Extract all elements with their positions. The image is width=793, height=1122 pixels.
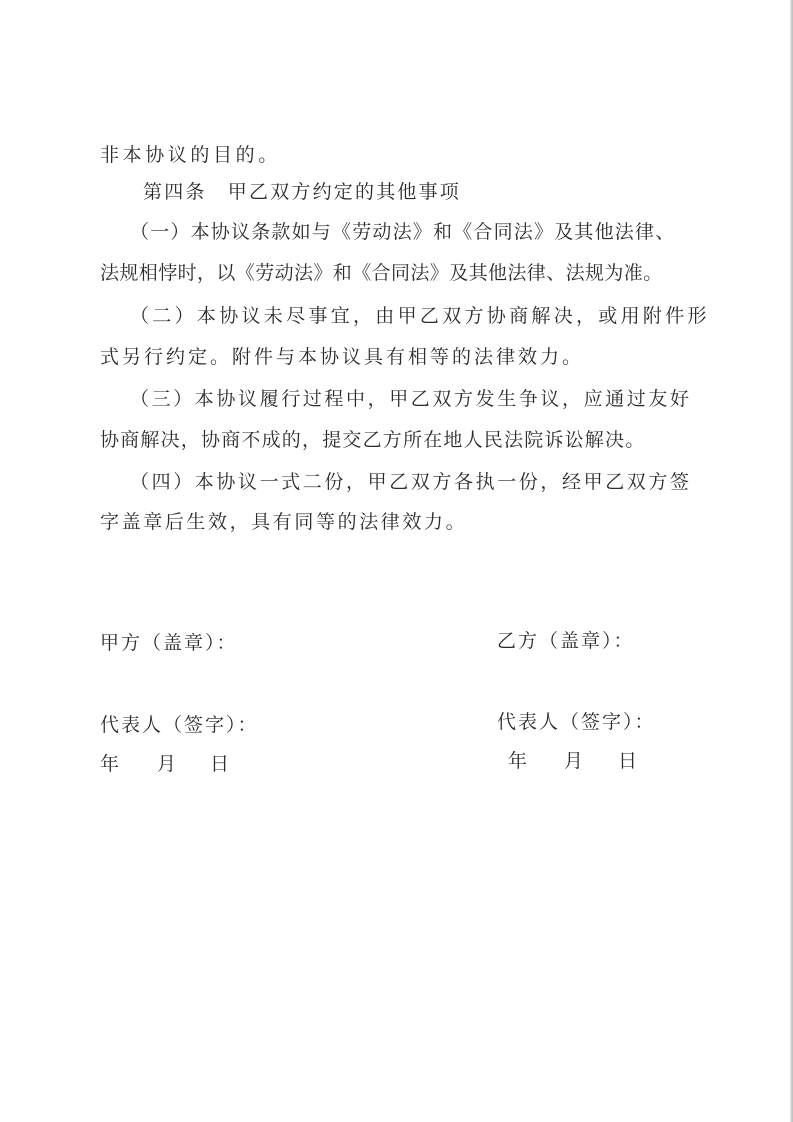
party-b-date-day: 日 xyxy=(618,750,638,772)
party-a-date-year: 年 xyxy=(100,753,120,775)
clause-4-line-2: 字盖章后生效，具有同等的法律效力。 xyxy=(100,511,468,533)
party-a-date-month: 月 xyxy=(157,753,177,775)
clause-1-line-1: （一）本协议条款如与《劳动法》和《合同法》及其他法律、 xyxy=(130,221,676,243)
party-b-date-month: 月 xyxy=(564,750,584,772)
clause-3-line-1: （三）本协议履行过程中，甲乙双方发生争议，应通过友好 xyxy=(130,388,692,410)
clause-2-line-1: （二）本协议未尽事宜，由甲乙双方协商解决，或用附件形 xyxy=(130,305,710,327)
clause-4-line-1: （四）本协议一式二份，甲乙双方各执一份，经甲乙双方签 xyxy=(130,471,692,493)
text-line-continuation: 非本协议的目的。 xyxy=(100,144,281,166)
party-b-representative-label: 代表人（签字）： xyxy=(497,711,656,733)
party-b-seal-label: 乙方（盖章）： xyxy=(497,630,635,652)
party-a-representative-label: 代表人（签字）： xyxy=(100,714,259,736)
clause-1-line-2: 法规相悖时，以《劳动法》和《合同法》及其他法律、法规为准。 xyxy=(100,262,663,284)
party-a-date-day: 日 xyxy=(210,753,230,775)
article-heading: 第四条 甲乙双方约定的其他事项 xyxy=(143,181,462,203)
party-b-date-year: 年 xyxy=(508,750,528,772)
party-a-seal-label: 甲方（盖章）： xyxy=(100,632,238,654)
clause-3-line-2: 协商解决，协商不成的，提交乙方所在地人民法院诉讼解决。 xyxy=(100,429,646,451)
clause-2-line-2: 式另行约定。附件与本协议具有相等的法律效力。 xyxy=(100,346,585,368)
